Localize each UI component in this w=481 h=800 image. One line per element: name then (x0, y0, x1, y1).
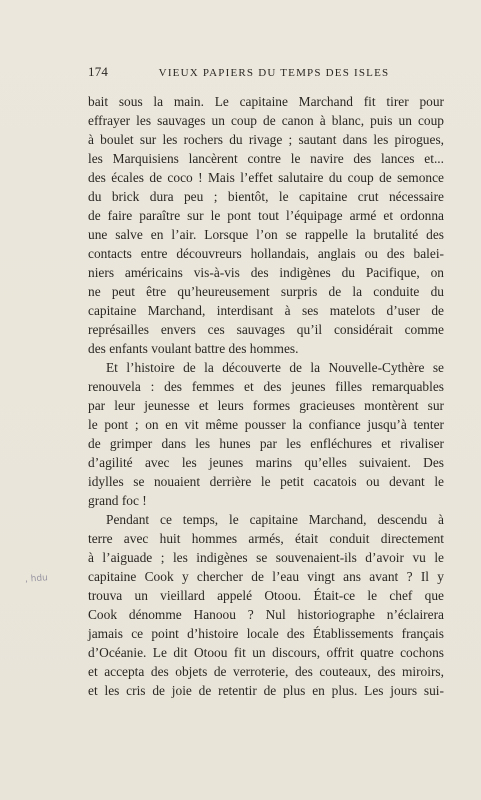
paragraph-2 (88, 358, 444, 510)
text-line: des écales de coco ! Mais l’effet salutaire du coup de semonce (88, 170, 444, 185)
text-line: terre avec huit hommes armés, était conduit directement (88, 531, 444, 546)
text-line: capitaine Marchand, interdisant à ses matelots d’user de (88, 303, 444, 318)
text-line: d’Océanie. Le dit Otoou fit un discours, offrit quatre cochons (88, 645, 444, 660)
text-line: grand foc ! (88, 493, 147, 508)
handwritten-margin-note: , hdu (24, 573, 49, 585)
paragraph-3 (88, 510, 444, 700)
text-line: à l’aiguade ; les indigènes se souvenaient-ils d’avoir vu le (88, 550, 444, 565)
text-line: jamais ce point d’histoire locale des Établissements français (88, 626, 444, 641)
body-text (88, 92, 444, 700)
text-line: les Marquisiens lancèrent contre le navire des lances et... (88, 151, 444, 166)
text-line: bait sous la main. Le capitaine Marchand fit tirer pour (88, 94, 444, 109)
text-line: ne peut être qu’heureusement surpris de la conduite du (88, 284, 444, 299)
text-line: des enfants voulant battre des hommes. (88, 341, 299, 356)
text-line: et accepta des objets de verroterie, des couteaux, des miroirs, (88, 664, 444, 679)
text-line: de faire paraître sur le pont tout l’équipage armé et ordonna (88, 208, 444, 223)
text-line: niers américains vis-à-vis des indigènes du Pacifique, on (88, 265, 444, 280)
text-line: par leur jeunesse et leurs formes gracieuses montèrent sur (88, 398, 444, 413)
text-line: d’agilité avec les jeunes marins qu’elles suivaient. Des (88, 455, 444, 470)
text-line: du brick dura peu ; bientôt, le capitaine crut nécessaire (88, 189, 444, 204)
text-line: et les cris de joie de retentir de plus en plus. Les jours sui- (88, 683, 444, 698)
paragraph-1 (88, 92, 444, 358)
text-line: idylles se nouaient derrière le petit cacatois ou devant le (88, 474, 444, 489)
text-line: Et l’histoire de la découverte de la Nouvelle-Cythère se (106, 360, 444, 375)
text-line: de grimper dans les hunes par les enfléchures et rivaliser (88, 436, 444, 451)
text-line: le pont ; on en vit même pousser la confiance jusqu’à tenter (88, 417, 444, 432)
text-line: Pendant ce temps, le capitaine Marchand, descendu à (106, 512, 444, 527)
text-line: représailles envers ces sauvages qu’il considérait comme (88, 322, 444, 337)
text-line: capitaine Cook y chercher de l’eau vingt ans avant ? Il y (88, 569, 444, 584)
page-number: 174 (88, 64, 109, 79)
text-line: renouvela : des femmes et des jeunes filles remarquables (88, 379, 444, 394)
text-line: contacts entre découvreurs hollandais, anglais ou des balei- (88, 246, 444, 261)
text-line: à boulet sur les rochers du rivage ; sautant dans les pirogues, (88, 132, 444, 147)
text-line: effrayer les sauvages un coup de canon à blanc, puis un coup (88, 113, 444, 128)
text-line: Cook dénomme Hanoou ? Nul historiographe n’éclairera (88, 607, 444, 622)
running-head: VIEUX PAPIERS DU TEMPS DES ISLES (158, 67, 390, 79)
text-line: une salve en l’air. Lorsque l’on se rappelle la brutalité des (88, 227, 444, 242)
page-header (88, 64, 444, 84)
text-line: trouva un vieillard appelé Otoou. Était-ce le chef que (88, 588, 444, 603)
